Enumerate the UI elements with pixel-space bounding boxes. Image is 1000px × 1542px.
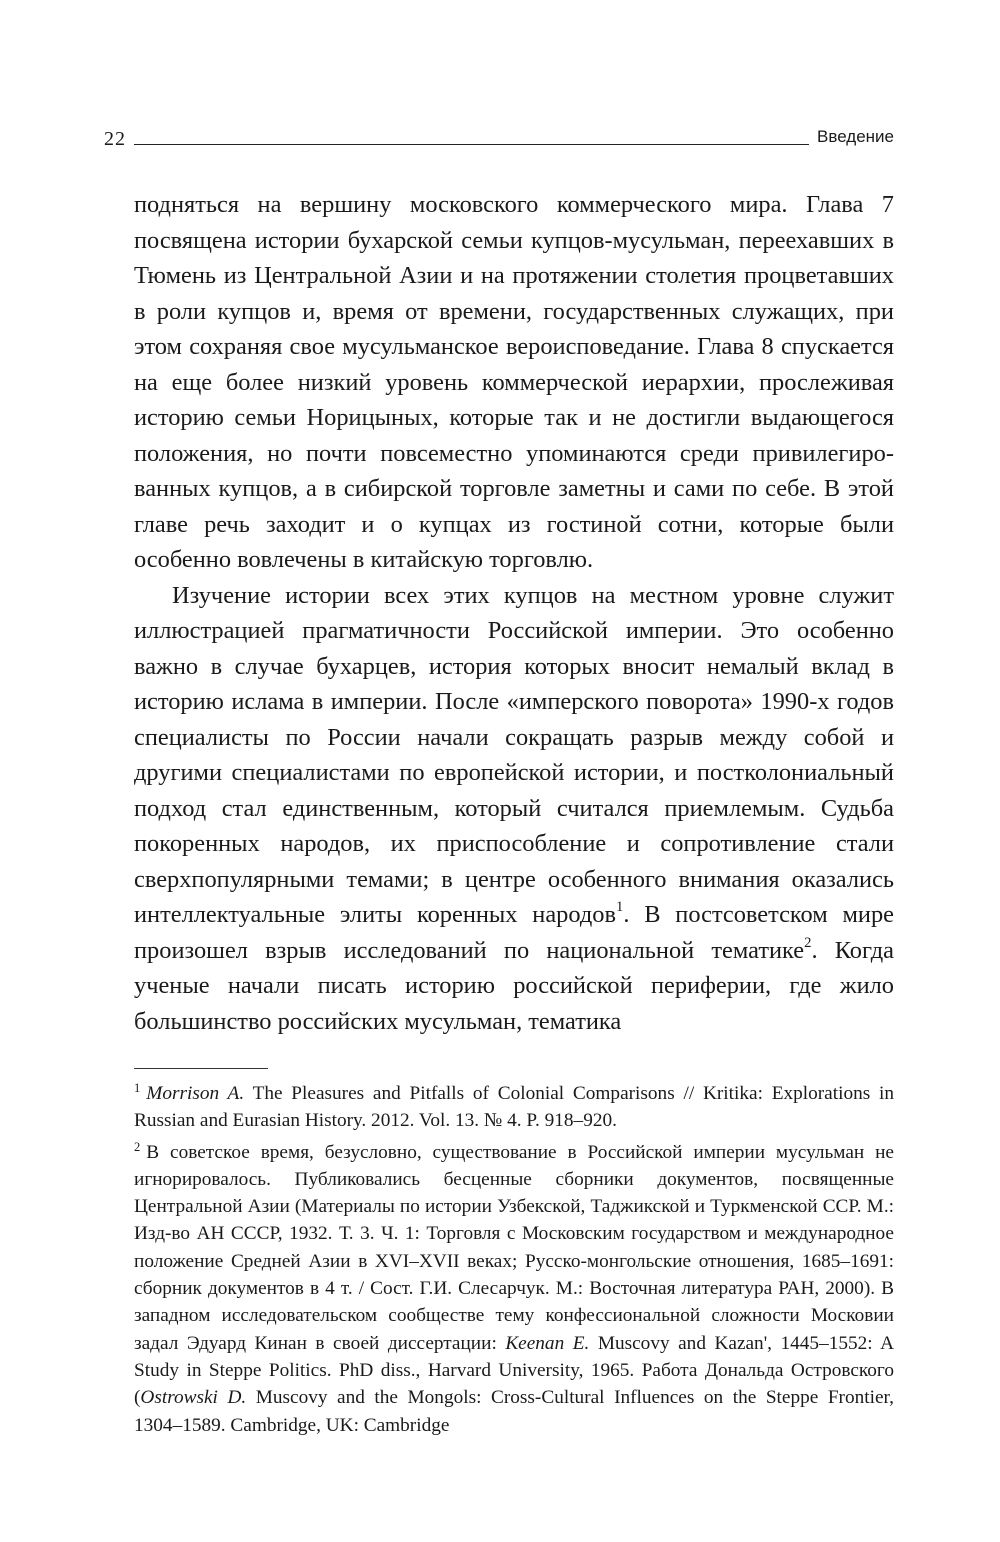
paragraph-2 (134, 578, 894, 1040)
footnote-2-text-a: В советское время, безусловно, существование в Российской империи мусульман не игнорировалось. Публиковались бесценные сборники документов, посвященные Центральной Азии (Материалы по истории Узбекской, Таджикской и Туркменской ССР. М.: Изд-во АН СССР, 1932. Т. 3. Ч. 1: Торговля с Московским государством и международное положение Средней Азии в XVI–XVII веках; Русско-монгольские отношения, 1685–1691: сборник документов в 4 т. / Сост. Г.И. Слесарчук. М.: Восточная литература РАН, 2000). В западном исследовательском сообществе тему конфессиональной сложности Московии задал Эдуард Кинан в своей диссертации: (134, 1141, 894, 1354)
paragraph-1-text: поднятьcя на вершину московского коммерческого мира. Глава 7 посвящена истории бухарской семьи купцов-мусульман, переехавших в Тюмень из Центральной Азии и на протяжении столетия процветавших в роли купцов и, время от времени, государственных служащих, при этом сохраняя свое мусульманское вероисповедание. Глава 8 спускается на еще более низкий уровень коммерческой иерархии, прослеживая историю семьи Норицыных, которые так и не достигли выдающегося положения, но почти повсеместно упоминаются среди привилегированных купцов, а в сибирской торговле заметны и сами по себе. В этой главе речь заходит и о купцах из гостиной сотни, которые были особенно вовлечены в китайскую торговлю. (134, 191, 894, 573)
footnote-2-author-keenan: Keenan E. (505, 1332, 590, 1354)
footnote-2-mark: 2 (134, 1139, 141, 1154)
running-title: Введение (817, 127, 894, 146)
paragraph-2-text-c: . Когда ученые начали писать историю российской периферии, где жило большинство российских мусульман, тематика (134, 936, 894, 1035)
footnote-ref-1[interactable]: 1 (616, 899, 624, 916)
main-text (134, 187, 894, 1039)
footnote-1-text: The Pleasures and Pitfalls of Colonial Comparisons // Kritika: Explorations in Russian and Eurasian History. 2012. Vol. 13. № 4. P. 918–920. (134, 1083, 894, 1132)
footnote-2-text-b: Muscovy and Kazan', 1445–1552: A Study in Steppe Politics. PhD diss., Harvard University, 1965. Работа Дональда Островского ( (134, 1332, 894, 1409)
running-header (104, 124, 894, 154)
paragraph-2-text-a: Изучение истории всех этих купцов на местном уровне служит иллюстрацией прагматичности Российской империи. Это особенно важно в случае бухарцев, история которых вносит немалый вклад в историю ислама в империи. После «имперского поворота» 1990-х годов специалисты по России начали сокращать разрыв между собой и другими специалистами по европейской истории, и постколониальный подход стал единственным, который считался приемлемым. Судьба покоренных народов, их приспособление и сопротивление стали сверхпопулярными темами; в центре особенного внимания оказались интеллектуальные элиты коренных народов (134, 581, 894, 928)
footnote-2-author-ostrowski: Ostrowski D. (140, 1387, 247, 1409)
footnote-2-text-c: Muscovy and the Mongols: Cross-Cultural Influences on the Steppe Frontier, 1304–1589. Cambridge, UK: Cambridge (134, 1387, 894, 1436)
page-number: 22 (104, 128, 126, 150)
paragraph-2-text-b: . В постсоветском мире произошел взрыв исследований по национальной тематике (134, 901, 894, 964)
header-rule (134, 144, 809, 145)
footnote-1-mark: 1 (134, 1081, 141, 1096)
paragraph-1 (134, 187, 894, 578)
footnote-ref-2[interactable]: 2 (804, 934, 812, 951)
footnote-rule (134, 1068, 268, 1069)
footnotes (134, 1080, 894, 1443)
footnote-1 (134, 1080, 894, 1135)
footnote-1-author: Morrison A. (146, 1083, 245, 1104)
footnote-2 (134, 1139, 894, 1439)
